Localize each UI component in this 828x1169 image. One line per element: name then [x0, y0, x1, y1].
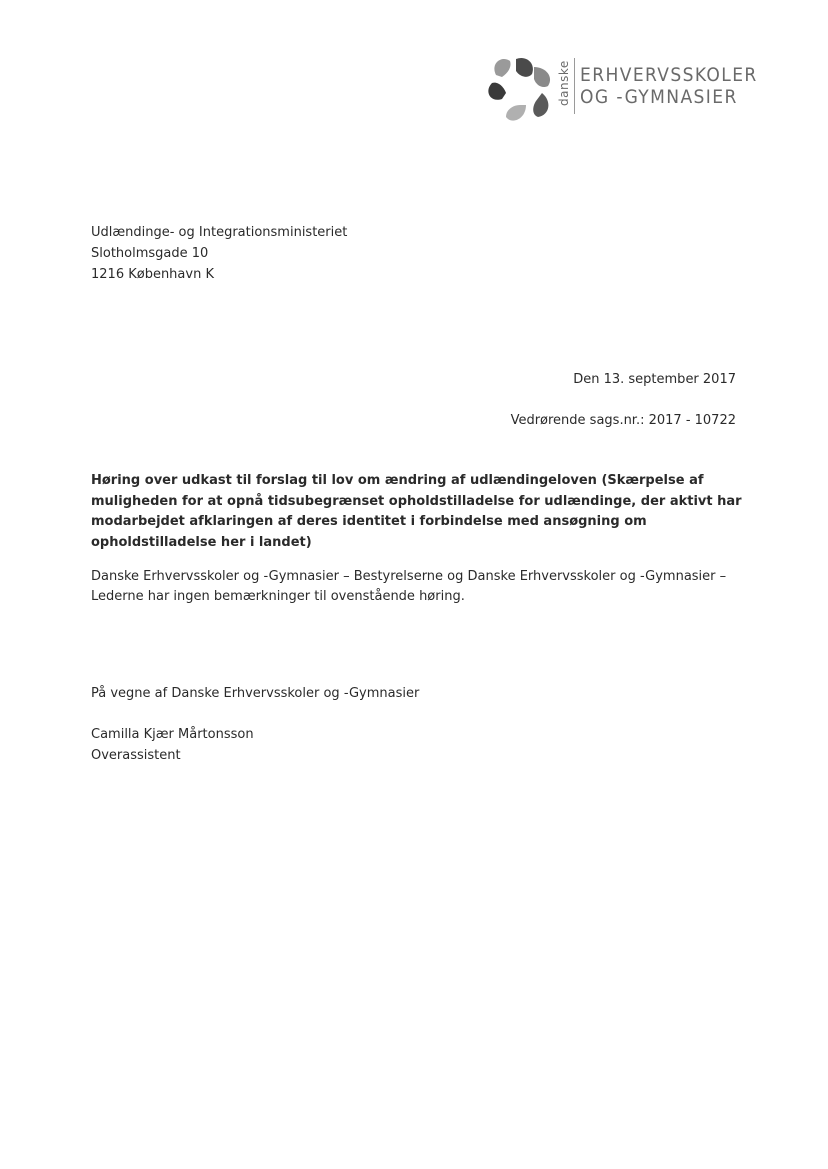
closing-line: På vegne af Danske Erhvervsskoler og -Gymnasier	[91, 686, 420, 701]
letter-date: Den 13. september 2017	[573, 372, 736, 387]
signature-title: Overassistent	[91, 748, 181, 763]
logo-small-word: danske	[557, 60, 571, 106]
recipient-address	[91, 222, 347, 285]
letter-body: Danske Erhvervsskoler og -Gymnasier – Bestyrelserne og Danske Erhvervsskoler og -Gymnasier – Lederne har ingen bemærkninger til ovenstående høring.	[91, 569, 727, 604]
logo-line-2: OG -GYMNASIER	[580, 86, 738, 108]
logo-divider	[574, 58, 575, 114]
recipient-city: 1216 København K	[91, 267, 214, 282]
recipient-street: Slotholmsgade 10	[91, 246, 209, 261]
logo-line-1: ERHVERVSSKOLER	[580, 64, 758, 86]
signature-name: Camilla Kjær Mårtonsson	[91, 727, 254, 742]
letter-subject: Høring over udkast til forslag til lov om ændring af udlændingeloven (Skærpelse af muligheden for at opnå tidsubegrænset opholdstilladelse for udlændinge, der aktivt har modarbejdet afklaringen af deres identitet i forbindelse med ansøgning om opholdstilladelse her i landet)	[91, 473, 742, 550]
case-reference: Vedrørende sags.nr.: 2017 - 10722	[510, 413, 736, 428]
logo-star-icon	[487, 52, 557, 126]
recipient-name: Udlændinge- og Integrationsministeriet	[91, 225, 348, 240]
